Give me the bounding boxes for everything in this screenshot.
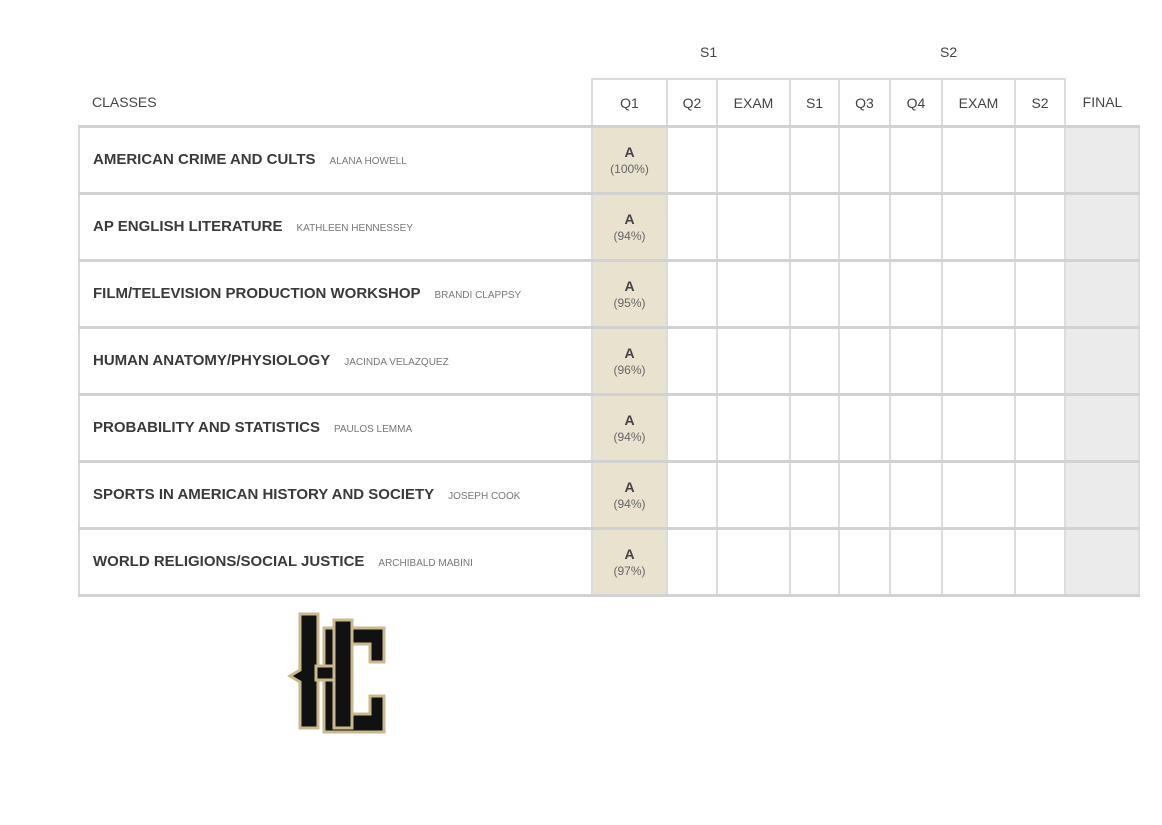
q2-grade-cell xyxy=(667,395,717,462)
grade-letter: A xyxy=(624,210,635,227)
class-cell[interactable] xyxy=(79,328,592,395)
q2-grade-cell xyxy=(667,529,717,596)
q1-column-header: Q1 xyxy=(592,79,667,127)
final-grade-cell xyxy=(1065,395,1139,462)
table-row[interactable] xyxy=(79,261,1139,328)
class-cell[interactable] xyxy=(79,261,592,328)
s1-grade-cell xyxy=(790,261,839,328)
class-name: AP ENGLISH LITERATURE xyxy=(93,218,283,235)
exam1-grade-cell xyxy=(717,462,790,529)
s1-grade-cell xyxy=(790,529,839,596)
exam2-column-header: EXAM xyxy=(942,79,1015,127)
teacher-name: BRANDI CLAPPSY xyxy=(434,290,522,301)
teacher-name: JACINDA VELAZQUEZ xyxy=(344,357,449,368)
q3-grade-cell xyxy=(839,529,890,596)
q1-grade-cell[interactable] xyxy=(592,529,667,596)
q4-grade-cell xyxy=(890,529,942,596)
grade-letter: A xyxy=(624,545,635,562)
q1-grade-cell[interactable] xyxy=(592,328,667,395)
q4-grade-cell xyxy=(890,127,942,194)
grade-percent: (94%) xyxy=(613,496,646,511)
q3-grade-cell xyxy=(839,395,890,462)
exam2-grade-cell xyxy=(942,127,1015,194)
grade-letter: A xyxy=(624,344,635,361)
q3-column-header: Q3 xyxy=(839,79,890,127)
final-grade-cell xyxy=(1065,529,1139,596)
grade-percent: (96%) xyxy=(613,362,646,377)
header-row xyxy=(79,79,1139,127)
grade-percent: (94%) xyxy=(613,228,646,243)
s1-grade-cell xyxy=(790,127,839,194)
class-cell[interactable] xyxy=(79,127,592,194)
q1-grade-cell[interactable] xyxy=(592,127,667,194)
exam1-grade-cell xyxy=(717,328,790,395)
q2-grade-cell xyxy=(667,261,717,328)
grade-percent: (95%) xyxy=(613,295,646,310)
exam1-grade-cell xyxy=(717,127,790,194)
q4-grade-cell xyxy=(890,395,942,462)
q2-grade-cell xyxy=(667,462,717,529)
exam2-grade-cell xyxy=(942,395,1015,462)
table-row[interactable] xyxy=(79,529,1139,596)
class-name: AMERICAN CRIME AND CULTS xyxy=(93,151,316,168)
s2-grade-cell xyxy=(1015,395,1065,462)
classes-column-header: CLASSES xyxy=(79,79,592,127)
s1-grade-cell xyxy=(790,462,839,529)
s2-grade-cell xyxy=(1015,194,1065,261)
q3-grade-cell xyxy=(839,194,890,261)
exam2-grade-cell xyxy=(942,529,1015,596)
class-cell[interactable] xyxy=(79,395,592,462)
grades-table xyxy=(78,78,1140,597)
q4-grade-cell xyxy=(890,328,942,395)
hc-monogram-icon xyxy=(286,610,391,740)
exam2-grade-cell xyxy=(942,328,1015,395)
grade-percent: (97%) xyxy=(613,563,646,578)
q3-grade-cell xyxy=(839,127,890,194)
q4-grade-cell xyxy=(890,194,942,261)
exam2-grade-cell xyxy=(942,194,1015,261)
q3-grade-cell xyxy=(839,328,890,395)
table-row[interactable] xyxy=(79,395,1139,462)
grade-letter: A xyxy=(624,277,635,294)
class-name: HUMAN ANATOMY/PHYSIOLOGY xyxy=(93,352,331,369)
class-cell[interactable] xyxy=(79,529,592,596)
teacher-name: KATHLEEN HENNESSEY xyxy=(296,223,413,234)
q1-grade-cell[interactable] xyxy=(592,261,667,328)
s2-grade-cell xyxy=(1015,261,1065,328)
exam1-grade-cell xyxy=(717,395,790,462)
q3-grade-cell xyxy=(839,462,890,529)
s2-column-header: S2 xyxy=(1015,79,1065,127)
exam2-grade-cell xyxy=(942,261,1015,328)
final-grade-cell xyxy=(1065,194,1139,261)
teacher-name: PAULOS LEMMA xyxy=(333,424,413,435)
semester-header-row xyxy=(0,44,1162,64)
s1-grade-cell xyxy=(790,328,839,395)
s2-grade-cell xyxy=(1015,127,1065,194)
class-name: SPORTS IN AMERICAN HISTORY AND SOCIETY xyxy=(93,486,435,503)
class-cell[interactable] xyxy=(79,194,592,261)
s1-column-header: S1 xyxy=(790,79,839,127)
grade-letter: A xyxy=(624,411,635,428)
final-column-header: FINAL xyxy=(1065,79,1139,127)
teacher-name: ALANA HOWELL xyxy=(329,156,407,167)
s1-grade-cell xyxy=(790,395,839,462)
s2-grade-cell xyxy=(1015,529,1065,596)
q4-grade-cell xyxy=(890,462,942,529)
s2-grade-cell xyxy=(1015,328,1065,395)
class-name: WORLD RELIGIONS/SOCIAL JUSTICE xyxy=(93,553,365,570)
semester-2-label: S2 xyxy=(940,44,958,60)
class-cell[interactable] xyxy=(79,462,592,529)
class-name: PROBABILITY AND STATISTICS xyxy=(93,419,320,436)
q2-grade-cell xyxy=(667,127,717,194)
table-row[interactable] xyxy=(79,194,1139,261)
grade-letter: A xyxy=(624,478,635,495)
q4-column-header: Q4 xyxy=(890,79,942,127)
exam1-grade-cell xyxy=(717,261,790,328)
semester-1-label: S1 xyxy=(700,44,718,60)
s1-grade-cell xyxy=(790,194,839,261)
q1-grade-cell[interactable] xyxy=(592,462,667,529)
q1-grade-cell[interactable] xyxy=(592,194,667,261)
final-grade-cell xyxy=(1065,127,1139,194)
q1-grade-cell[interactable] xyxy=(592,395,667,462)
final-grade-cell xyxy=(1065,462,1139,529)
q4-grade-cell xyxy=(890,261,942,328)
exam1-column-header: EXAM xyxy=(717,79,790,127)
final-grade-cell xyxy=(1065,261,1139,328)
exam2-grade-cell xyxy=(942,462,1015,529)
table-row[interactable] xyxy=(79,462,1139,529)
exam1-grade-cell xyxy=(717,529,790,596)
table-row[interactable] xyxy=(79,328,1139,395)
grade-percent: (94%) xyxy=(613,429,646,444)
s2-grade-cell xyxy=(1015,462,1065,529)
exam1-grade-cell xyxy=(717,194,790,261)
q2-grade-cell xyxy=(667,328,717,395)
teacher-name: JOSEPH COOK xyxy=(448,491,521,502)
final-grade-cell xyxy=(1065,328,1139,395)
school-logo xyxy=(286,610,391,740)
q2-column-header: Q2 xyxy=(667,79,717,127)
grade-letter: A xyxy=(624,143,635,160)
q2-grade-cell xyxy=(667,194,717,261)
q3-grade-cell xyxy=(839,261,890,328)
class-name: FILM/TELEVISION PRODUCTION WORKSHOP xyxy=(93,285,421,302)
table-row[interactable] xyxy=(79,127,1139,194)
grade-percent: (100%) xyxy=(610,161,649,176)
teacher-name: ARCHIBALD MABINI xyxy=(378,558,473,569)
